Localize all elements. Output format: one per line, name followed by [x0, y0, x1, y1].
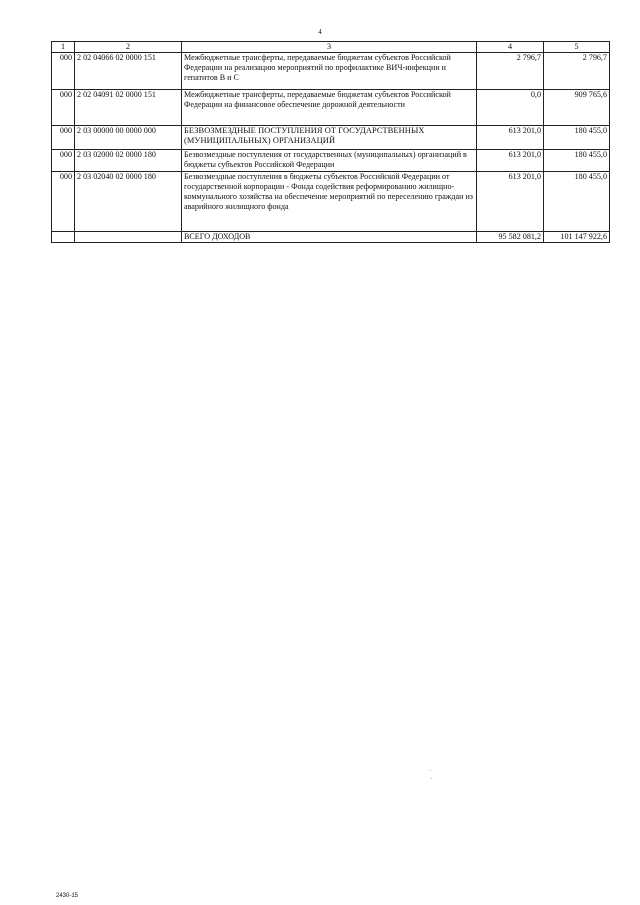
description-cell: Безвозмездные поступления в бюджеты субъектов Российской Федерации от государственной корпорации - Фонда содействия реформированию жилищно-коммунального хозяйства на обеспечение мероприятий по переселению граждан из аварийного жилищного фонда: [182, 172, 477, 232]
table-row: [52, 150, 610, 172]
column-header: 3: [182, 42, 477, 53]
admin-code-cell: 000: [52, 90, 75, 126]
description-cell: Межбюджетные трансферты, передаваемые бюджетам субъектов Российской Федерации на реализацию мероприятий по профилактике ВИЧ-инфекции и гепатитов В и С: [182, 53, 477, 90]
column-header: 1: [52, 42, 75, 53]
admin-code-cell: 000: [52, 53, 75, 90]
revenue-table: [51, 41, 610, 243]
table-header-row: [52, 42, 610, 53]
table-row: [52, 172, 610, 232]
total-row: [52, 232, 610, 243]
amount-cell-col4: 613 201,0: [477, 150, 544, 172]
total-amount-col5: 101 147 922,6: [544, 232, 610, 243]
column-header: 5: [544, 42, 610, 53]
total-label-cell: ВСЕГО ДОХОДОВ: [182, 232, 477, 243]
amount-cell-col4: 2 796,7: [477, 53, 544, 90]
admin-code-cell: 000: [52, 172, 75, 232]
budget-code-cell: 2 03 02000 02 0000 180: [75, 150, 182, 172]
amount-cell-col4: 0,0: [477, 90, 544, 126]
page-number: 4: [318, 28, 322, 36]
amount-cell-col5: 180 455,0: [544, 126, 610, 150]
amount-cell-col4: 613 201,0: [477, 172, 544, 232]
budget-code-cell: 2 02 04091 02 0000 151: [75, 90, 182, 126]
amount-cell-col5: 180 455,0: [544, 150, 610, 172]
amount-cell-col5: 909 765,6: [544, 90, 610, 126]
table-row: [52, 53, 610, 90]
total-amount-col4: 95 582 081,2: [477, 232, 544, 243]
amount-cell-col5: 2 796,7: [544, 53, 610, 90]
scan-speck: [430, 770, 431, 771]
section-heading-text: БЕЗВОЗМЕЗДНЫЕ ПОСТУПЛЕНИЯ ОТ ГОСУДАРСТВЕННЫХ (МУНИЦИПАЛЬНЫХ) ОРГАНИЗАЦИЙ: [184, 126, 425, 145]
scan-speck: [431, 778, 432, 779]
description-cell: Безвозмездные поступления от государственных (муниципальных) организаций в бюджеты субъектов Российской Федерации: [182, 150, 477, 172]
description-cell: [182, 126, 477, 150]
column-header: 4: [477, 42, 544, 53]
budget-code-cell: 2 02 04066 02 0000 151: [75, 53, 182, 90]
table-row: [52, 90, 610, 126]
column-header: 2: [75, 42, 182, 53]
budget-code-cell: 2 03 02040 02 0000 180: [75, 172, 182, 232]
amount-cell-col5: 180 455,0: [544, 172, 610, 232]
admin-code-cell: [52, 232, 75, 243]
table-row: [52, 126, 610, 150]
amount-cell-col4: 613 201,0: [477, 126, 544, 150]
admin-code-cell: 000: [52, 126, 75, 150]
document-code: 2430-15: [56, 893, 79, 899]
description-cell: Межбюджетные трансферты, передаваемые бюджетам субъектов Российской Федерации на финансовое обеспечение дорожной деятельности: [182, 90, 477, 126]
budget-code-cell: [75, 232, 182, 243]
budget-code-cell: 2 03 00000 00 0000 000: [75, 126, 182, 150]
admin-code-cell: 000: [52, 150, 75, 172]
